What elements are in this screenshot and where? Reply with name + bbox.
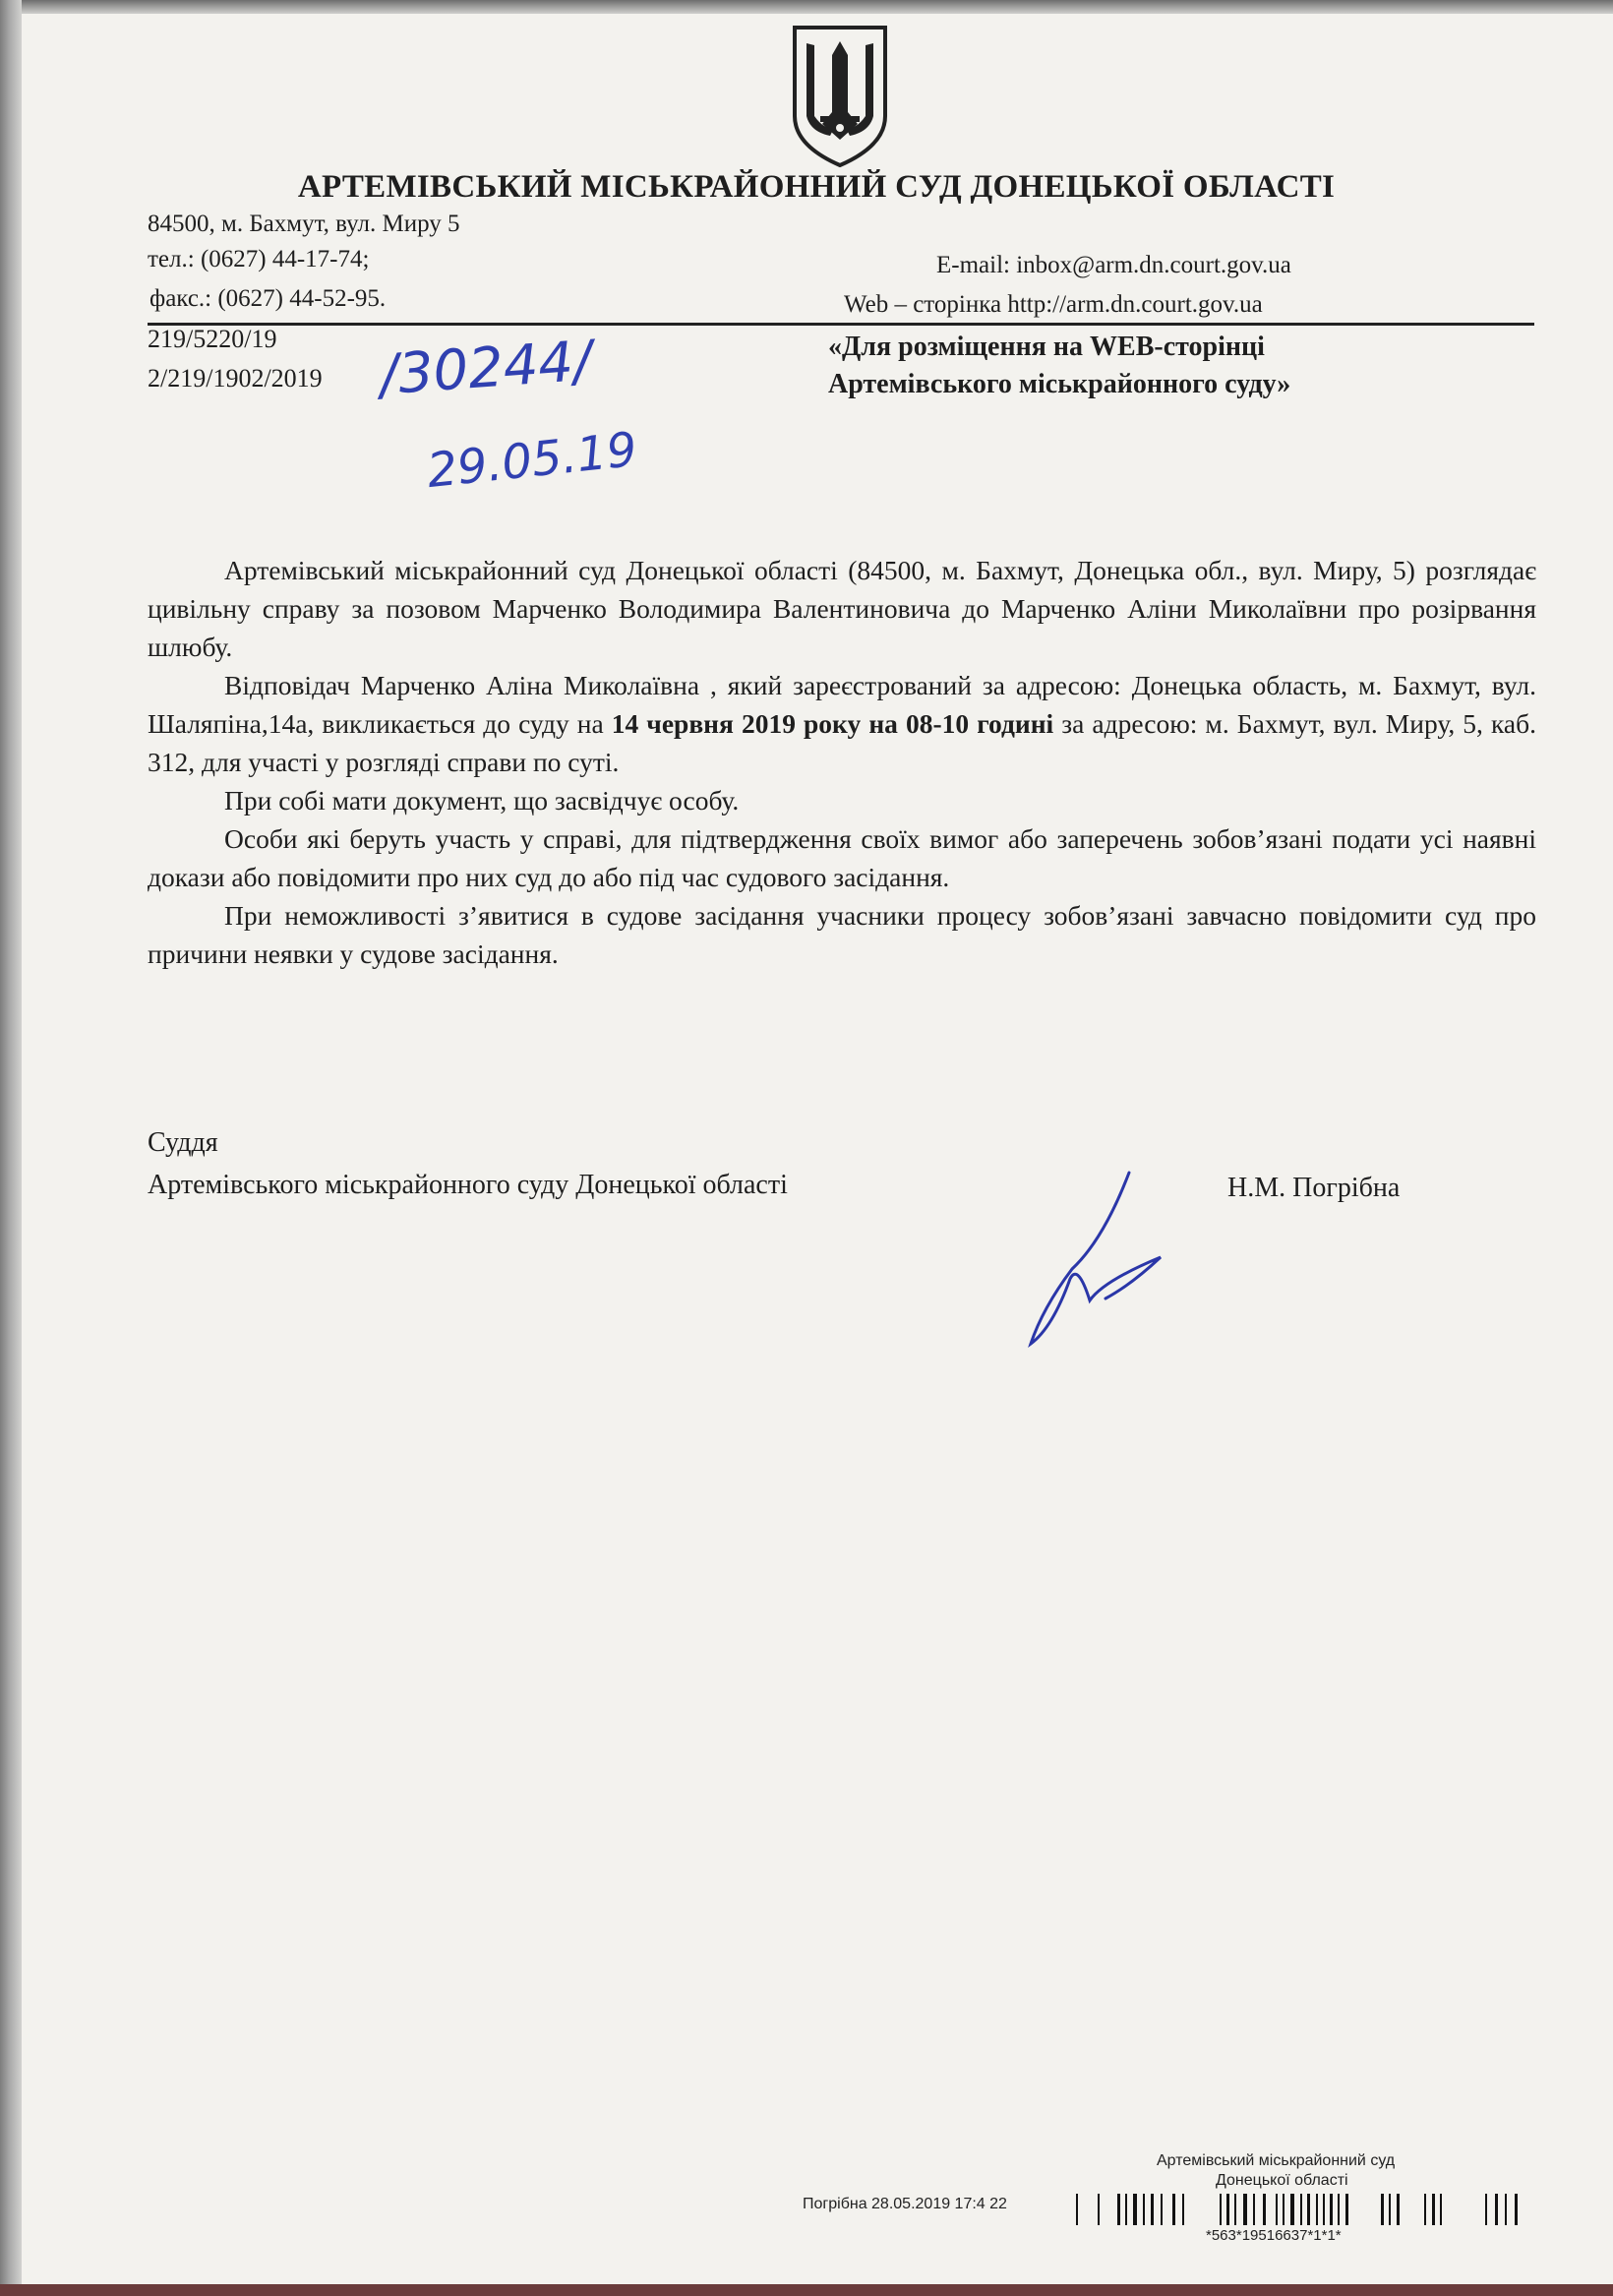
court-fax: факс.: (0627) 44-52-95. xyxy=(149,285,387,312)
coat-of-arms-icon xyxy=(785,22,895,169)
barcode xyxy=(1074,2192,1536,2229)
handwritten-registration-number: /30244/ xyxy=(377,329,594,408)
judge-court: Артемівського міськрайонного суду Донецької області xyxy=(148,1170,788,1200)
court-phone: тел.: (0627) 44-17-74; xyxy=(148,246,370,272)
paragraph-absence: При неможливості з’явитися в судове засідання учасники процесу зобов’язані завчасно повідомити суд про причини неявки у судове засідання. xyxy=(148,900,1536,969)
publication-note-line: «Для розміщення на WEB-сторінці xyxy=(828,332,1265,362)
judge-signature-block xyxy=(148,1121,788,1206)
notice-body xyxy=(148,551,1536,973)
scan-bottom-edge xyxy=(0,2284,1613,2296)
court-title: АРТЕМІВСЬКИЙ МІСЬКРАЙОННИЙ СУД ДОНЕЦЬКОЇ ОБЛАСТІ xyxy=(297,169,1336,205)
court-address: 84500, м. Бахмут, вул. Миру 5 xyxy=(148,211,460,237)
scan-top-edge xyxy=(0,0,1613,14)
court-web: Web – сторінка http://arm.dn.court.gov.ua xyxy=(844,291,1263,318)
paragraph-case-description: Артемівський міськрайонний суд Донецької області (84500, м. Бахмут, Донецька обл., вул. Миру, 5) розглядає цивільну справу за позовом Марченко Володимира Валентиновича до Марченко Аліни Миколаївни про розірвання шлюбу. xyxy=(148,555,1536,662)
handwritten-date: 29.05.19 xyxy=(424,421,640,500)
stamp-court-line: Артемівський міськрайонний суд xyxy=(1157,2152,1396,2169)
stamp-signed-by: Погрібна 28.05.2019 17:4 22 xyxy=(803,2196,1007,2212)
publication-note xyxy=(828,329,1290,403)
summons-text: Відповідач Марченко Аліна Миколаївна , який зареєстрований за адресою: Донецька область, м. Бахмут, вул. Шаляпіна,14а, викликається до суду на xyxy=(148,670,1536,739)
stamp-court-line: Донецької області xyxy=(1216,2172,1348,2189)
paragraph-id-document: При собі мати документ, що засвідчує особу. xyxy=(224,785,740,816)
summons-address: за адресою: м. Бахмут, вул. Миру, 5, каб. 312, для участі у розгляді справи по суті. xyxy=(148,708,1536,777)
scan-left-edge xyxy=(0,0,22,2296)
proceeding-number: 2/219/1902/2019 xyxy=(148,364,323,393)
header-divider xyxy=(148,323,1534,326)
handwritten-signature xyxy=(1013,1161,1200,1358)
barcode-text: *563*19516637*1*1* xyxy=(1206,2227,1342,2244)
publication-note-line: Артемівського міськрайонного суду» xyxy=(828,369,1291,399)
judge-role: Суддя xyxy=(148,1127,218,1158)
paragraph-summons xyxy=(148,666,1536,781)
hearing-datetime: 14 червня 2019 року на 08-10 годині xyxy=(611,708,1054,739)
case-number: 219/5220/19 xyxy=(148,325,277,353)
paragraph-evidence: Особи які беруть участь у справі, для підтвердження своїх вимог або заперечень зобов’язані подати усі наявні докази або повідомити про них суд до або під час судового засідання. xyxy=(148,823,1536,892)
judge-name: Н.М. Погрібна xyxy=(1227,1173,1401,1203)
court-email: E-mail: inbox@arm.dn.court.gov.ua xyxy=(936,252,1291,278)
